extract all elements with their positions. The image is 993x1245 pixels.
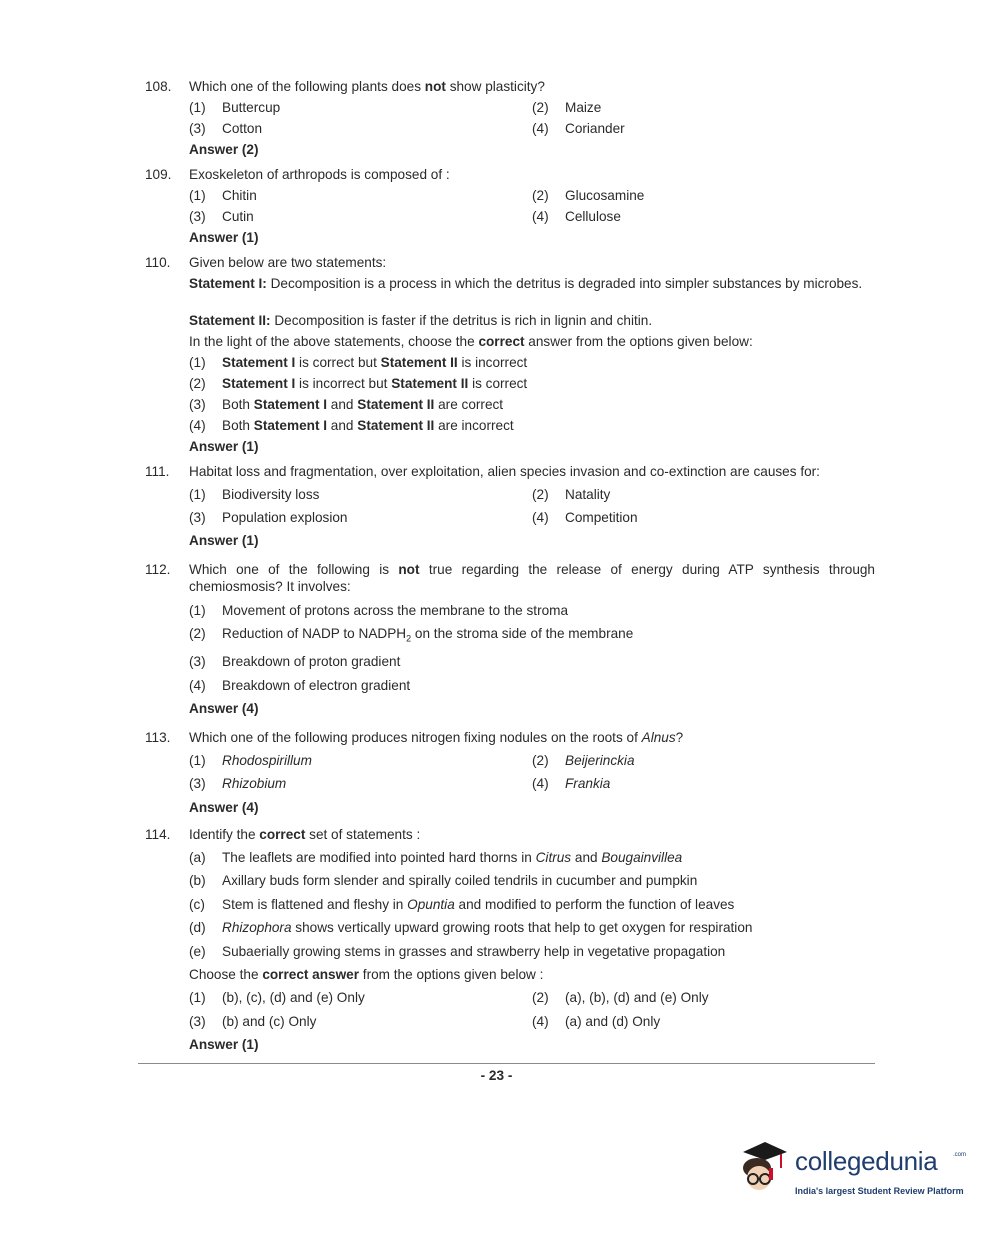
option-2: (2) Glucosamine	[532, 188, 645, 203]
question-text: Which one of the following plants does not show plasticity?	[189, 79, 545, 94]
option-4: (4) Frankia	[532, 776, 611, 791]
statement-1: Statement I: Decomposition is a process in which the detritus is degraded into simpler substances by microbes.	[189, 276, 863, 291]
option-1: (1) Rhodospirillum	[189, 753, 312, 768]
collegedunia-logo	[735, 1138, 965, 1200]
option-3: (3) Breakdown of proton gradient	[189, 654, 401, 669]
option-3: (3) Population explosion	[189, 510, 348, 525]
question-number: 110.	[145, 255, 171, 270]
option-3: (3) Rhizobium	[189, 776, 287, 791]
answer: Answer (1)	[189, 1037, 259, 1052]
logo-domain-suffix: .com	[953, 1152, 967, 1158]
option-3: (3) Cotton	[189, 121, 263, 136]
mascot-icon	[735, 1138, 795, 1200]
question-number: 114.	[145, 827, 171, 842]
question-text: Given below are two statements:	[189, 255, 387, 270]
option-4: (4) (a) and (d) Only	[532, 1014, 661, 1029]
statement-e: (e) Subaerially growing stems in grasses and strawberry help in vegetative propagation	[189, 944, 726, 959]
answer: Answer (1)	[189, 533, 259, 548]
option-4: (4) Both Statement I and Statement II are incorrect	[189, 418, 514, 433]
answer: Answer (4)	[189, 701, 259, 716]
question-number: 108.	[145, 79, 172, 94]
logo-wordmark: collegedunia	[795, 1146, 938, 1176]
question-text: Identify the correct set of statements :	[189, 827, 421, 842]
page-number: - 23 -	[480, 1068, 513, 1083]
option-2: (2) Statement I is incorrect but Statement II is correct	[189, 376, 528, 391]
question-number: 112.	[145, 562, 171, 577]
statement-b: (b) Axillary buds form slender and spirally coiled tendrils in cucumber and pumpkin	[189, 873, 698, 888]
option-2: (2) Natality	[532, 487, 611, 502]
question-text: Exoskeleton of arthropods is composed of :	[189, 167, 450, 182]
option-3: (3) Both Statement I and Statement II are correct	[189, 397, 504, 412]
instruction: Choose the correct answer from the options given below :	[189, 967, 544, 982]
question-114	[145, 826, 875, 1052]
question-number: 113.	[145, 730, 171, 745]
option-1: (1) Movement of protons across the membrane to the stroma	[189, 603, 569, 618]
question-number: 111.	[145, 464, 170, 479]
statement-a: (a) The leaflets are modified into pointed hard thorns in Citrus and Bougainvillea	[189, 850, 683, 865]
statement-2: Statement II: Decomposition is faster if the detritus is rich in lignin and chitin.	[189, 313, 653, 328]
question-text: Which one of the following is not true regarding the release of energy during ATP synthesis through chemiosmosis? It involves:	[189, 562, 875, 594]
option-3: (3) (b) and (c) Only	[189, 1014, 317, 1029]
question-112	[145, 561, 875, 716]
question-text: Habitat loss and fragmentation, over exploitation, alien species invasion and co-extinction are causes for:	[189, 464, 820, 479]
question-text: Which one of the following produces nitrogen fixing nodules on the roots of Alnus?	[189, 730, 684, 745]
answer: Answer (4)	[189, 800, 259, 815]
question-108	[145, 78, 875, 157]
question-110	[145, 254, 875, 454]
option-1: (1) Biodiversity loss	[189, 487, 320, 502]
answer: Answer (1)	[189, 230, 259, 245]
option-2: (2) Maize	[532, 100, 602, 115]
footer-divider	[138, 1063, 875, 1064]
statement-c: (c) Stem is flattened and fleshy in Opuntia and modified to perform the function of leaves	[189, 897, 735, 912]
answer: Answer (2)	[189, 142, 259, 157]
question-113	[145, 729, 875, 815]
option-4: (4) Breakdown of electron gradient	[189, 678, 411, 693]
question-number: 109.	[145, 167, 172, 182]
option-2: (2) Beijerinckia	[532, 753, 635, 768]
option-4: (4) Coriander	[532, 121, 625, 136]
answer: Answer (1)	[189, 439, 259, 454]
statement-d: (d) Rhizophora shows vertically upward growing roots that help to get oxygen for respiration	[189, 920, 753, 935]
option-1: (1) Buttercup	[189, 100, 281, 115]
option-3: (3) Cutin	[189, 209, 254, 224]
option-1: (1) (b), (c), (d) and (e) Only	[189, 990, 365, 1005]
option-1: (1) Statement I is correct but Statement II is incorrect	[189, 355, 528, 370]
option-4: (4) Competition	[532, 510, 638, 525]
instruction: In the light of the above statements, choose the correct answer from the options given below:	[189, 334, 753, 349]
question-111	[145, 463, 875, 548]
option-2: (2) Reduction of NADP to $NADPH_2$ on the stroma side of the membrane	[189, 626, 634, 644]
option-1: (1) Chitin	[189, 188, 257, 203]
question-109	[145, 166, 875, 245]
logo-tagline: India's largest Student Review Platform	[795, 1186, 964, 1196]
option-2: (2) (a), (b), (d) and (e) Only	[532, 990, 709, 1005]
option-4: (4) Cellulose	[532, 209, 621, 224]
